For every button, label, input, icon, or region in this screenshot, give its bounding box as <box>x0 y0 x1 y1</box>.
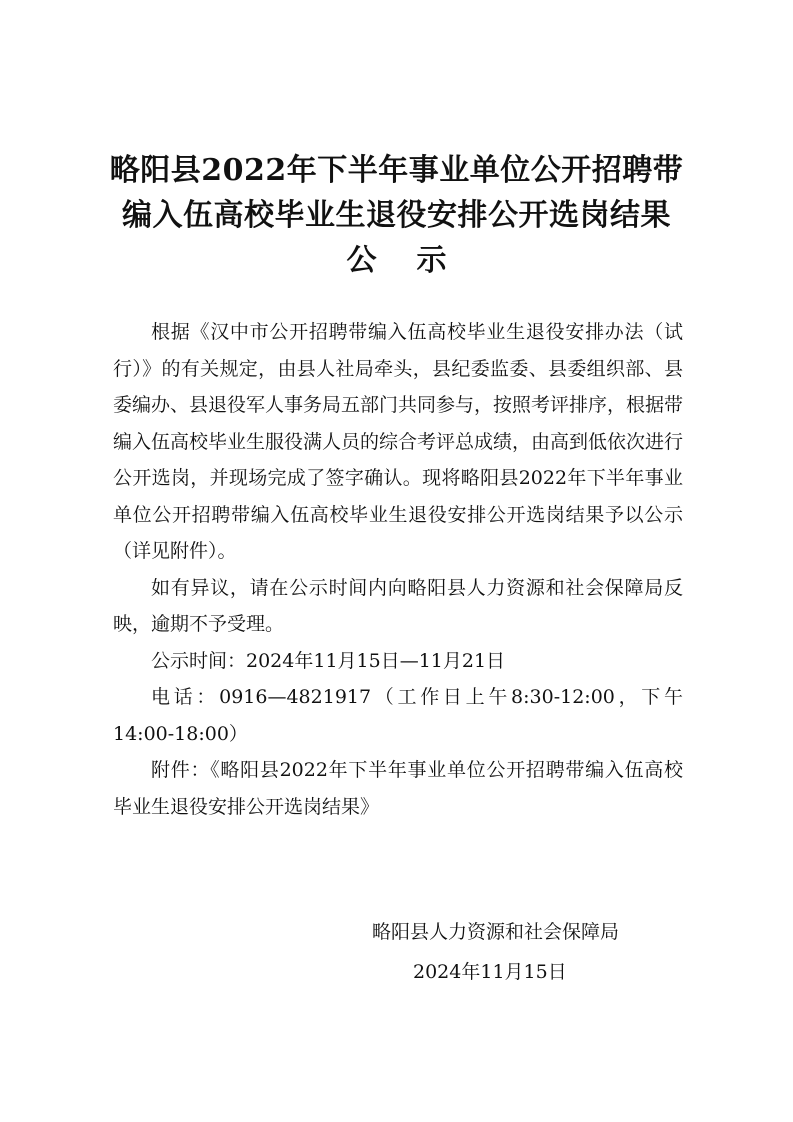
body-paragraph-objection: 如有异议，请在公示时间内向略阳县人力资源和社会保障局反映，逾期不予受理。 <box>113 576 683 635</box>
document-body <box>113 314 683 825</box>
body-paragraph-phone: 电话：0916—4821917（工作日上午8:30-12:00，下午14:00-18:00） <box>113 686 683 745</box>
title-line-1: 略阳县2022年下半年事业单位公开招聘带 <box>109 153 684 188</box>
document-title <box>100 148 693 283</box>
body-paragraph-basis: 根据《汉中市公开招聘带编入伍高校毕业生退役安排办法（试行）》的有关规定，由县人社局牵头，县纪委监委、县委组织部、县委编办、县退役军人事务局五部门共同参与，按照考评排序，根据带编入伍高校毕业生服役满人员的综合考评总成绩，由高到低依次进行公开选岗，并现场完成了签字确认。现将略阳县2022年下半年事业单位公开招聘带编入伍高校毕业生退役安排公开选岗结果予以公示（详见附件）。 <box>113 321 684 562</box>
title-line-2: 编入伍高校毕业生退役安排公开选岗结果 <box>122 198 671 233</box>
title-line-3: 公示 <box>346 243 487 278</box>
body-paragraph-notice-period: 公示时间：2024年11月15日—11月21日 <box>151 649 506 672</box>
body-paragraph-attachment: 附件：《略阳县2022年下半年事业单位公开招聘带编入伍高校毕业生退役安排公开选岗结果》 <box>113 759 683 818</box>
signature-organization: 略阳县人力资源和社会保障局 <box>372 921 620 943</box>
signature-date: 2024年11月15日 <box>413 961 567 983</box>
